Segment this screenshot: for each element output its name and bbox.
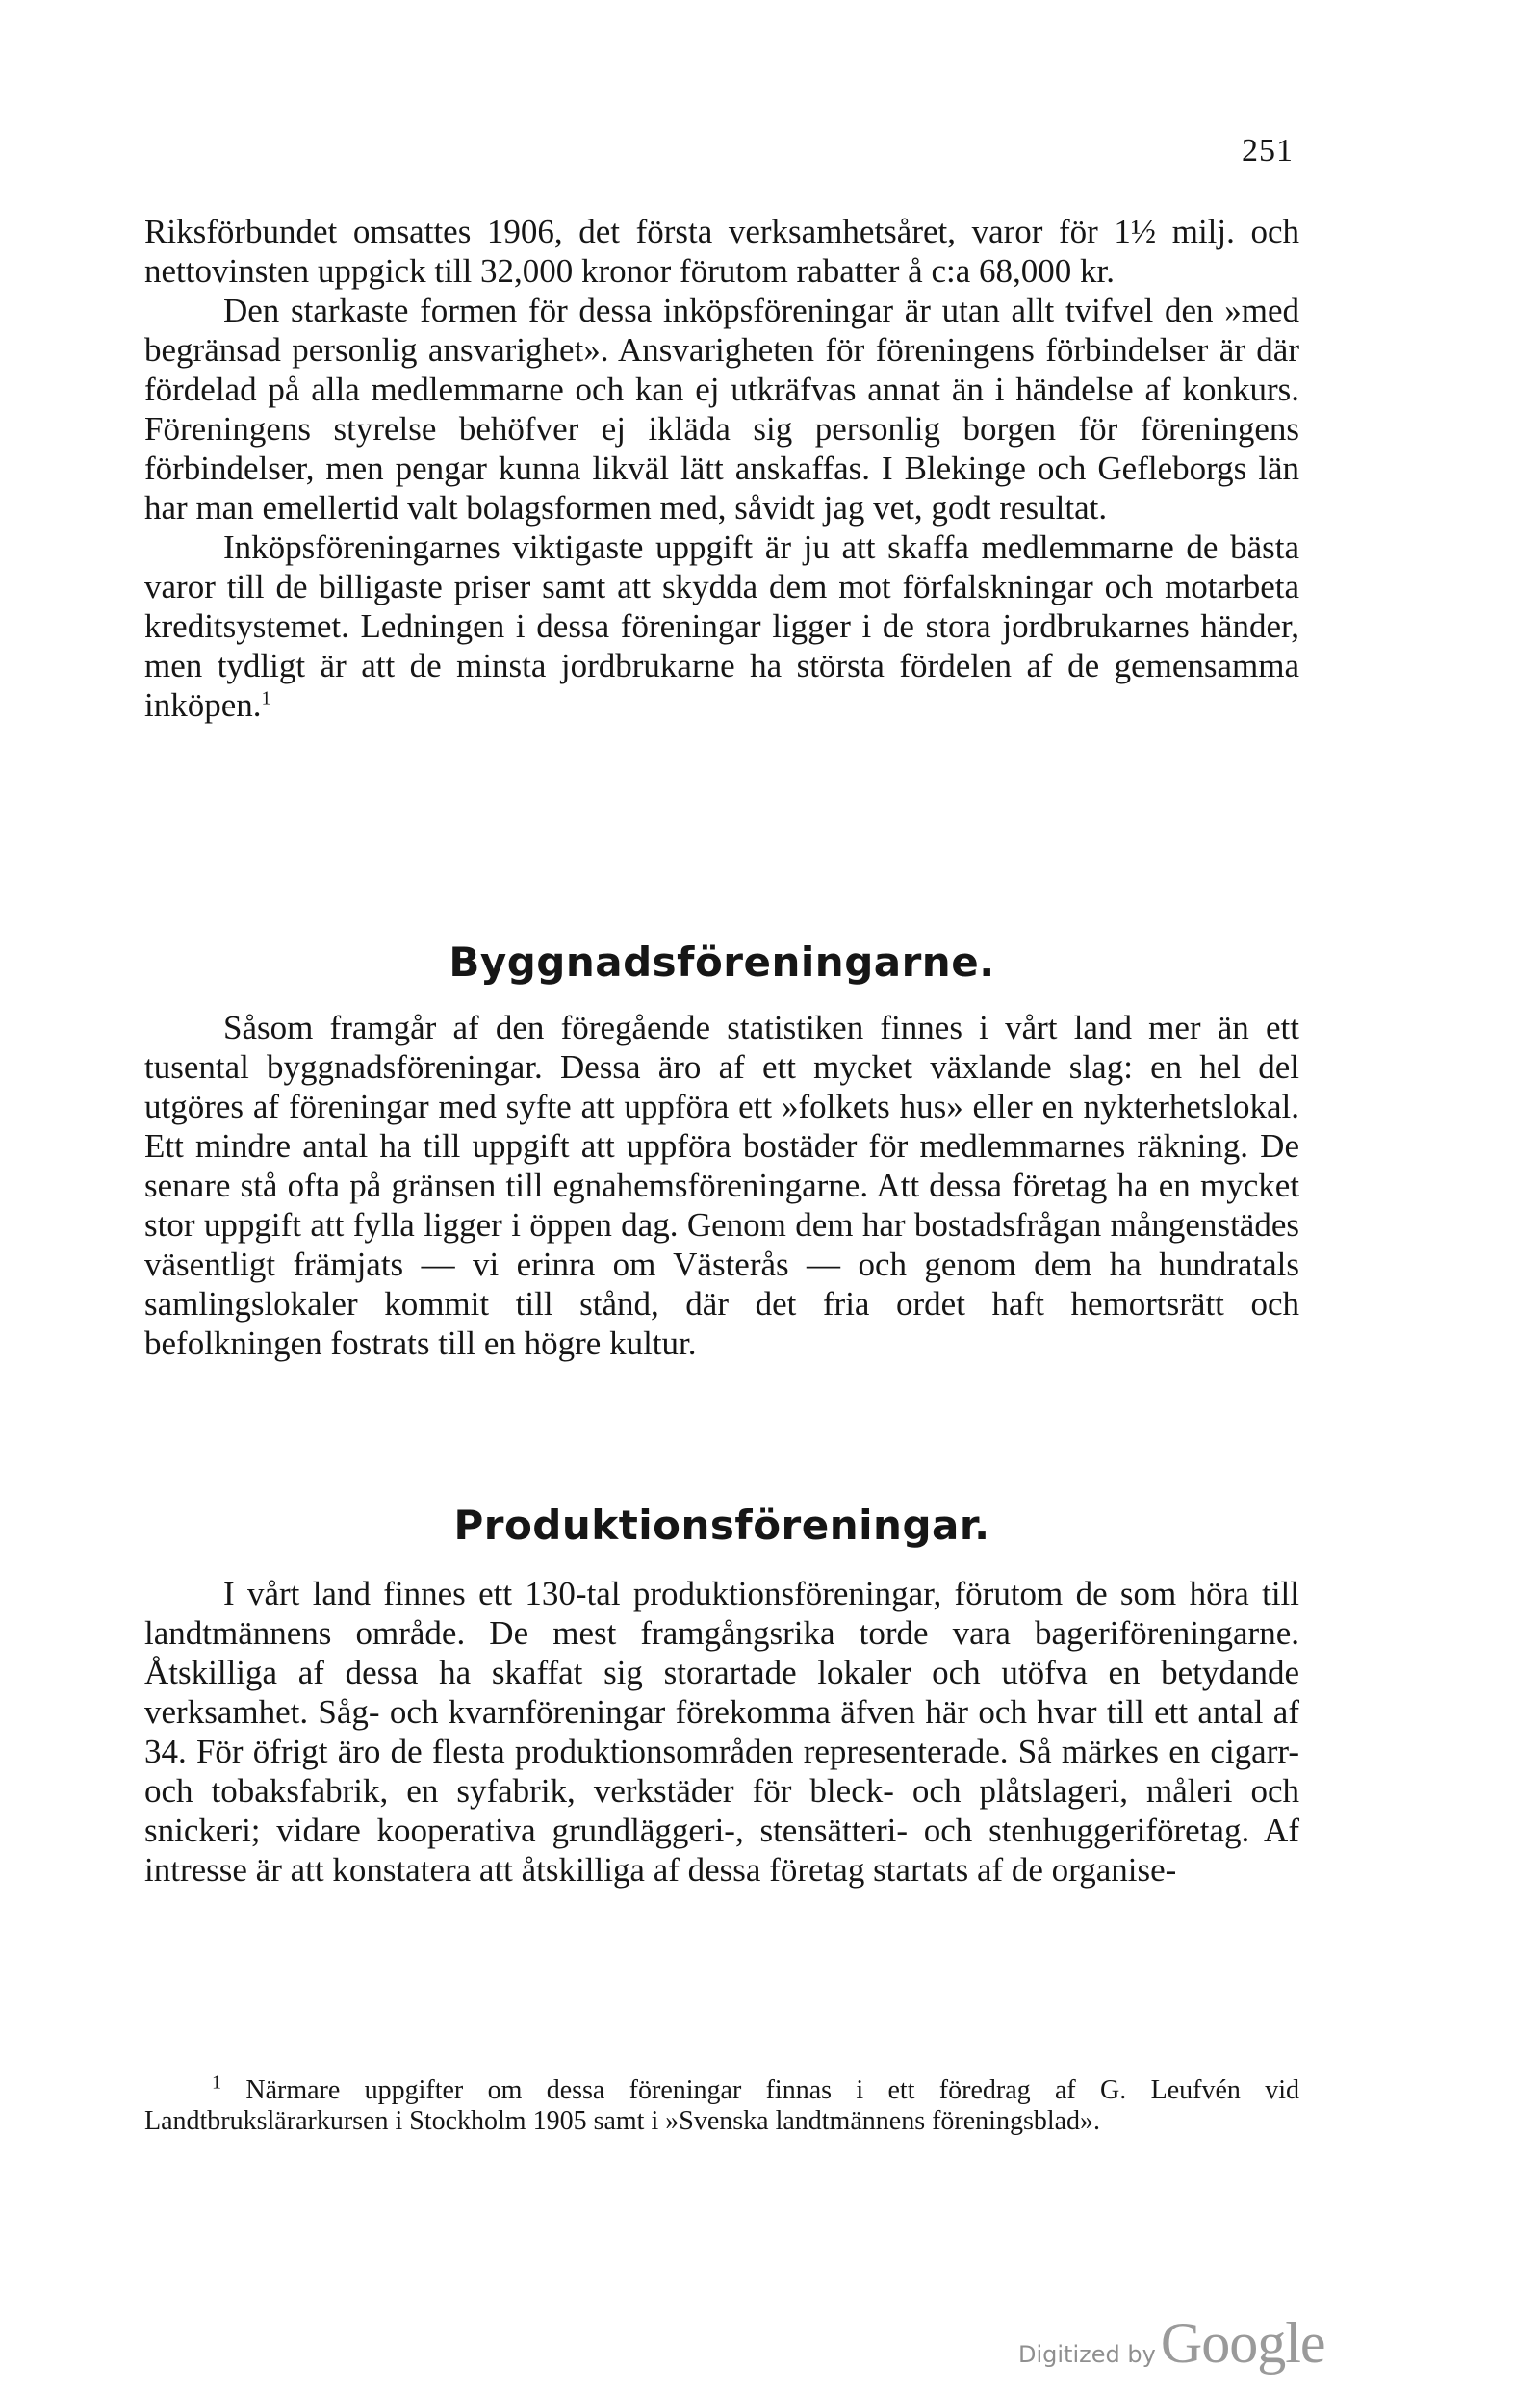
google-logo-text: Google xyxy=(1160,2311,1325,2375)
produktion-text-block xyxy=(144,1574,1299,1890)
paragraph-byggnadsforeningar: Såsom framgår af den föregående statistiken finnes i vårt land mer än ett tusental byggnadsföreningar. Dessa äro af ett mycket växlande slag: en hel del utgöres af föreningar med syfte att uppföra ett »folkets hus» eller en nykterhetslokal. Ett mindre antal ha till uppgift att uppföra bostäder för medlemmarnes räkning. De senare stå ofta på gränsen till egnahemsföreningarne. Att dessa företag ha en mycket stor uppgift att fylla ligger i öppen dag. Genom dem har bostadsfrågan mångenstädes väsentligt främjats — vi erinra om Västerås — och genom dem ha hundratals samlingslokaler kommit till stånd, där det fria ordet haft hemortsrätt och befolkningen fostrats till en högre kultur. xyxy=(144,1009,1299,1362)
footnote-reference: 1 xyxy=(261,687,271,709)
heading-produktionsforeningar: Produktionsföreningar. xyxy=(453,1502,990,1549)
paragraph-riksforbundet: Riksförbundet omsattes 1906, det första verksamhetsåret, varor för 1½ milj. och nettovinsten uppgick till 32,000 kronor förutom rabatter å c:a 68,000 kr. xyxy=(144,213,1299,290)
footnote-marker: 1 xyxy=(212,2071,221,2094)
page-number: 251 xyxy=(1242,133,1294,168)
intro-text-block xyxy=(144,212,1299,725)
digitized-by-label: Digitized by xyxy=(1018,2341,1156,2368)
paragraph-produktionsforeningar: I vårt land finnes ett 130-tal produktionsföreningar, förutom de som höra till landtmännens område. De mest framgångsrika torde vara bageriföreningarne. Åtskilliga af dessa ha skaffat sig storartade lokaler och utöfva en betydande verksamhet. Såg- och kvarnföreningar förekomma äfven här och hvar till ett antal af 34. För öfrigt äro de flesta produktionsområden representerade. Så märkes en cigarr- och tobaksfabrik, en syfabrik, verkstäder för bleck- och plåtslageri, måleri och snickeri; vidare kooperativa grundläggeri-, stensätteri- och stenhuggeriföretag. Af intresse är att konstatera att åtskilliga af dessa företag startats af de organise- xyxy=(144,1575,1299,1889)
digitized-by-google-watermark xyxy=(1018,2310,1336,2375)
paragraph-inkopsforeningar-text: Inköpsföreningarnes viktigaste uppgift är ju att skaffa medlemmarne de bästa varor till de billigaste priser samt att skydda dem mot förfalskningar och motarbeta kreditsystemet. Ledningen i dessa föreningar ligger i de stora jordbrukarnes händer, men tydligt är att de minsta jordbrukarne ha största fördelen af de gemensamma inköpen. xyxy=(144,528,1299,724)
paragraph-ansvarighet: Den starkaste formen för dessa inköpsföreningar är utan allt tvifvel den »med begränsad personlig ansvarighet». Ansvarigheten för föreningens förbindelser är där fördelad på alla medlemmarne och kan ej utkräfvas annat än i händelse af konkurs. Föreningens styrelse behöfver ej ikläda sig personlig borgen för föreningens förbindelser, men pengar kunna likväl lätt anskaffas. I Blekinge och Gefleborgs län har man emellertid valt bolagsformen med, såvidt jag vet, godt resultat. xyxy=(144,292,1299,527)
heading-byggnadsforeningarne: Byggnadsföreningarne. xyxy=(449,939,995,986)
paragraph-inkopsforeningar xyxy=(144,527,1299,725)
byggnad-text-block xyxy=(144,1008,1299,1363)
footnote-text: Närmare uppgifter om dessa föreningar finnas i ett föredrag af G. Leufvén vid Landtbrukslärarkursen i Stockholm 1905 samt i »Svenska landtmännens föreningsblad». xyxy=(144,2075,1299,2136)
footnote xyxy=(144,2071,1299,2137)
